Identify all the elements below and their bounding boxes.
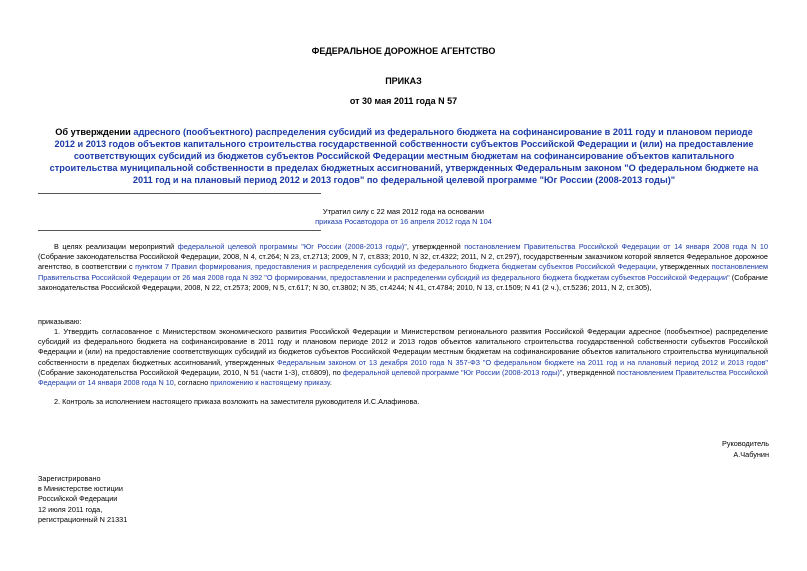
appendix-link[interactable]: приложению к настоящему приказу (210, 378, 330, 388)
federal-law-link[interactable]: Федеральным законом от 13 декабря 2010 года N 357-ФЗ "О федеральном бюджете на 2011 год и на плановый период 2012 и 2013 годов" (277, 357, 768, 367)
rules-link[interactable]: пунктом 7 Правил формирования, предоставления и распределения субсидий из федерального бюджета бюджетам субъектов Российской Федерации (135, 262, 656, 272)
item-1-text: , утвержденной (562, 367, 618, 377)
document-type: ПРИКАЗ (385, 76, 422, 86)
registration-line: Российской Федерации (38, 494, 118, 504)
decree-392-link[interactable]: постановлением Правительства Российской Федерации от 26 мая 2008 года N 392 "О формировании, предоставлении и распределении субсидий из федерального бюджета бюджетам субъектов Российской Федерации" (38, 262, 768, 282)
program-link-2[interactable]: федеральной целевой программе "Юг России (2008-2013 годы)" (342, 367, 563, 377)
preamble-text: , утвержденных (655, 262, 712, 272)
revocation-text: Утратил силу с 22 мая 2012 года на основании (322, 207, 485, 216)
preamble-text: (Собрание законодательства Российской Федерации, 2008, N 22, ст.2573; 2009, N 5, ст.617; N 30, ст.3802; N 35, ст.4244; N 41, ст.4784; 2010, N 13, ст.1509; N 41 (2 ч.), ст.5236; 2011, N 2, ст.305), (38, 272, 768, 292)
document-title (44, 126, 764, 186)
registration-line: Зарегистрировано (38, 474, 101, 483)
signature-role: Руководитель (721, 439, 769, 448)
item-1-text: . (329, 378, 332, 388)
item-2-paragraph: 2. Контроль за исполнением настоящего приказа возложить на заместителя руководителя И.С.Алафинова. (54, 397, 420, 406)
registration-line: в Министерстве юстиции (38, 484, 123, 494)
decree-link-2[interactable]: постановлением Правительства Российской Федерации от 14 января 2008 года N 10 (38, 367, 769, 388)
item-1-paragraph (38, 327, 768, 388)
program-link[interactable]: федеральной целевой программы "Юг России (2008-2013 годы)" (177, 242, 407, 251)
title-prefix: Об утверждении (55, 127, 134, 137)
agency-name: ФЕДЕРАЛЬНОЕ ДОРОЖНОЕ АГЕНТСТВО (311, 46, 496, 56)
item-1-text: , согласно (173, 378, 211, 388)
registration-line: регистрационный N 21331 (38, 514, 128, 524)
preamble-text: , утвержденной (406, 242, 465, 251)
signature-name: А.Чабунин (733, 450, 769, 459)
preamble-text: В целях реализации мероприятий (54, 242, 178, 251)
revocation-link[interactable]: приказа Росавтодора от 16 апреля 2012 года N 104 (315, 217, 492, 226)
order-word: приказываю: (38, 317, 82, 326)
signature-block (722, 438, 769, 460)
registration-block (38, 474, 127, 525)
document-date: от 30 мая 2011 года N 57 (349, 96, 458, 106)
revocation-note (0, 207, 807, 227)
item-1-text: (Собрание законодательства Российской Федерации, 2010, N 51 (части 1-3), ст.6809), по (38, 367, 343, 377)
preamble-text: (Собрание законодательства Российской Федерации, 2008, N 4, ст.264; N 23, ст.2713; 2009, N 7, ст.833; 2010, N 32, ст.4322; 2011, N 2, ст.297), государственным заказчиком которой является Федеральное дорожное агентство, в соответствии с (38, 252, 768, 272)
title-link[interactable]: адресного (пообъектного) распределения субсидий из федерального бюджета на софинансирование в 2011 году и плановом периоде 2012 и 2013 годов объектов капитального строительства государственной собственности субъектов Российской Федерации и (или) на предоставление соответствующих субсидий из бюджетов субъектов Российской Федерации местным бюджетам на софинансирование объектов капитального строительства муниципальной собственности в пределах бюджетных ассигнований, утвержденных Федеральным законом "О федеральном бюджете на 2011 год и на плановый период 2012 и 2013 годов" по федеральной целевой программе "Юг России (2008-2013 годы)" (49, 127, 759, 185)
preamble-paragraph (38, 242, 768, 293)
divider-bottom (38, 230, 321, 231)
divider-top (38, 193, 321, 194)
registration-line: 12 июля 2011 года, (38, 504, 103, 514)
item-1-text: 1. Утвердить согласованное с Министерством экономического развития Российской Федерации и Министерством регионального развития Российской Федерации адресное (пообъектное) распределение субсидий из федерального бюджета на софинансирование в 2011 году и плановом периоде 2012 и 2013 годов объектов капитального строительства государственной собственности субъектов Российской Федерации и (или) на предоставление соответствующих субсидий из бюджетов субъектов Российской Федерации местным бюджетам на софинансирование объектов капитального строительства муниципальной собственности в пределах бюджетных ассигнований, утвержденных (38, 327, 768, 367)
decree-link[interactable]: постановлением Правительства Российской Федерации от 14 января 2008 года N 10 (464, 242, 769, 251)
